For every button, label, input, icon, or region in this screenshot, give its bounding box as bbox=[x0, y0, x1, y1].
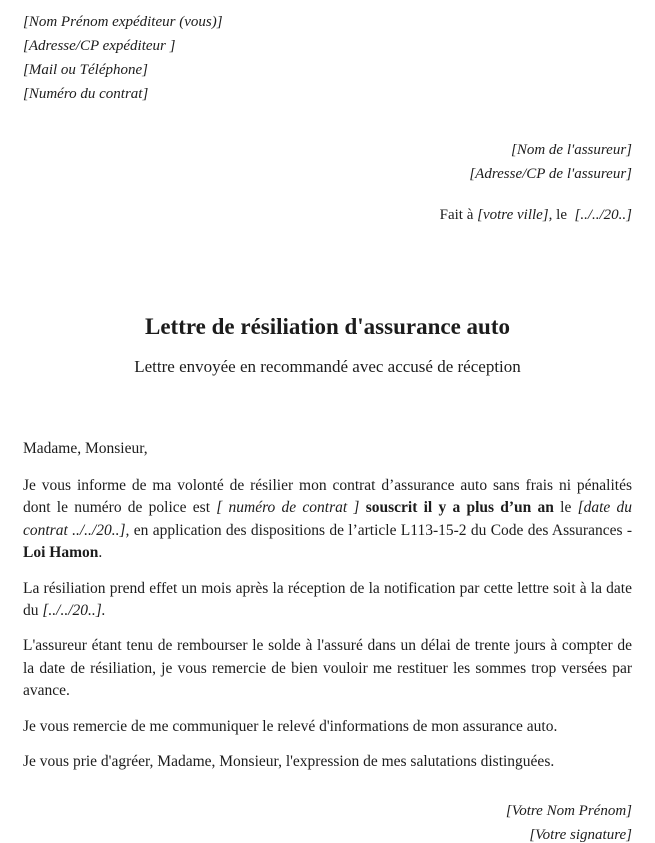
place-and-date-line: Fait à [votre ville], le [../../20..] bbox=[439, 207, 632, 223]
salutation: Madame, Monsieur, bbox=[23, 440, 148, 457]
letter-subtitle: Lettre envoyée en recommandé avec accusé de réception bbox=[134, 357, 521, 376]
sender-contact-line: [Mail ou Téléphone] bbox=[23, 62, 148, 78]
sender-name-line: [Nom Prénom expéditeur (vous)] bbox=[23, 14, 223, 30]
paragraph-effective-date: La résiliation prend effet un mois après la réception de la notification par cette lettre soit à la date du [../../20..]. bbox=[23, 579, 632, 620]
sender-contract-number-line: [Numéro du contrat] bbox=[23, 86, 149, 102]
signature-block bbox=[23, 799, 632, 843]
sender-address-line: [Adresse/CP expéditeur ] bbox=[23, 38, 176, 54]
paragraph-refund-request: L'assureur étant tenu de rembourser le solde à l'assuré dans un délai de trente jours à compter de la date de résiliation, je vous remercie de bien vouloir me restituer les sommes trop versées par avance. bbox=[23, 637, 632, 700]
signature-name-line: [Votre Nom Prénom] bbox=[505, 803, 632, 820]
paragraph-cancellation-request: Je vous informe de ma volonté de résilier mon contrat d’assurance auto sans frais ni pénalités dont le numéro de police est [ numéro de contrat ] souscrit il y a plus d’un an le [date du contrat ../../20..], en application des dispositions de l’article L113-15-2 du Code des Assurances - Loi Hamon. bbox=[23, 477, 633, 562]
insurer-name-line: [Nom de l'assureur] bbox=[511, 142, 632, 158]
letter-title: Lettre de résiliation d'assurance auto bbox=[145, 314, 510, 339]
sender-block bbox=[23, 10, 632, 106]
paragraph-closing-salutation: Je vous prie d'agréer, Madame, Monsieur, l'expression de mes salutations distinguées. bbox=[23, 753, 555, 771]
insurer-address-line: [Adresse/CP de l'assureur] bbox=[469, 166, 632, 182]
signature-line: [Votre signature] bbox=[529, 827, 632, 843]
recipient-block bbox=[23, 138, 632, 186]
paragraph-information-statement: Je vous remercie de me communiquer le relevé d'informations de mon assurance auto. bbox=[23, 717, 558, 735]
